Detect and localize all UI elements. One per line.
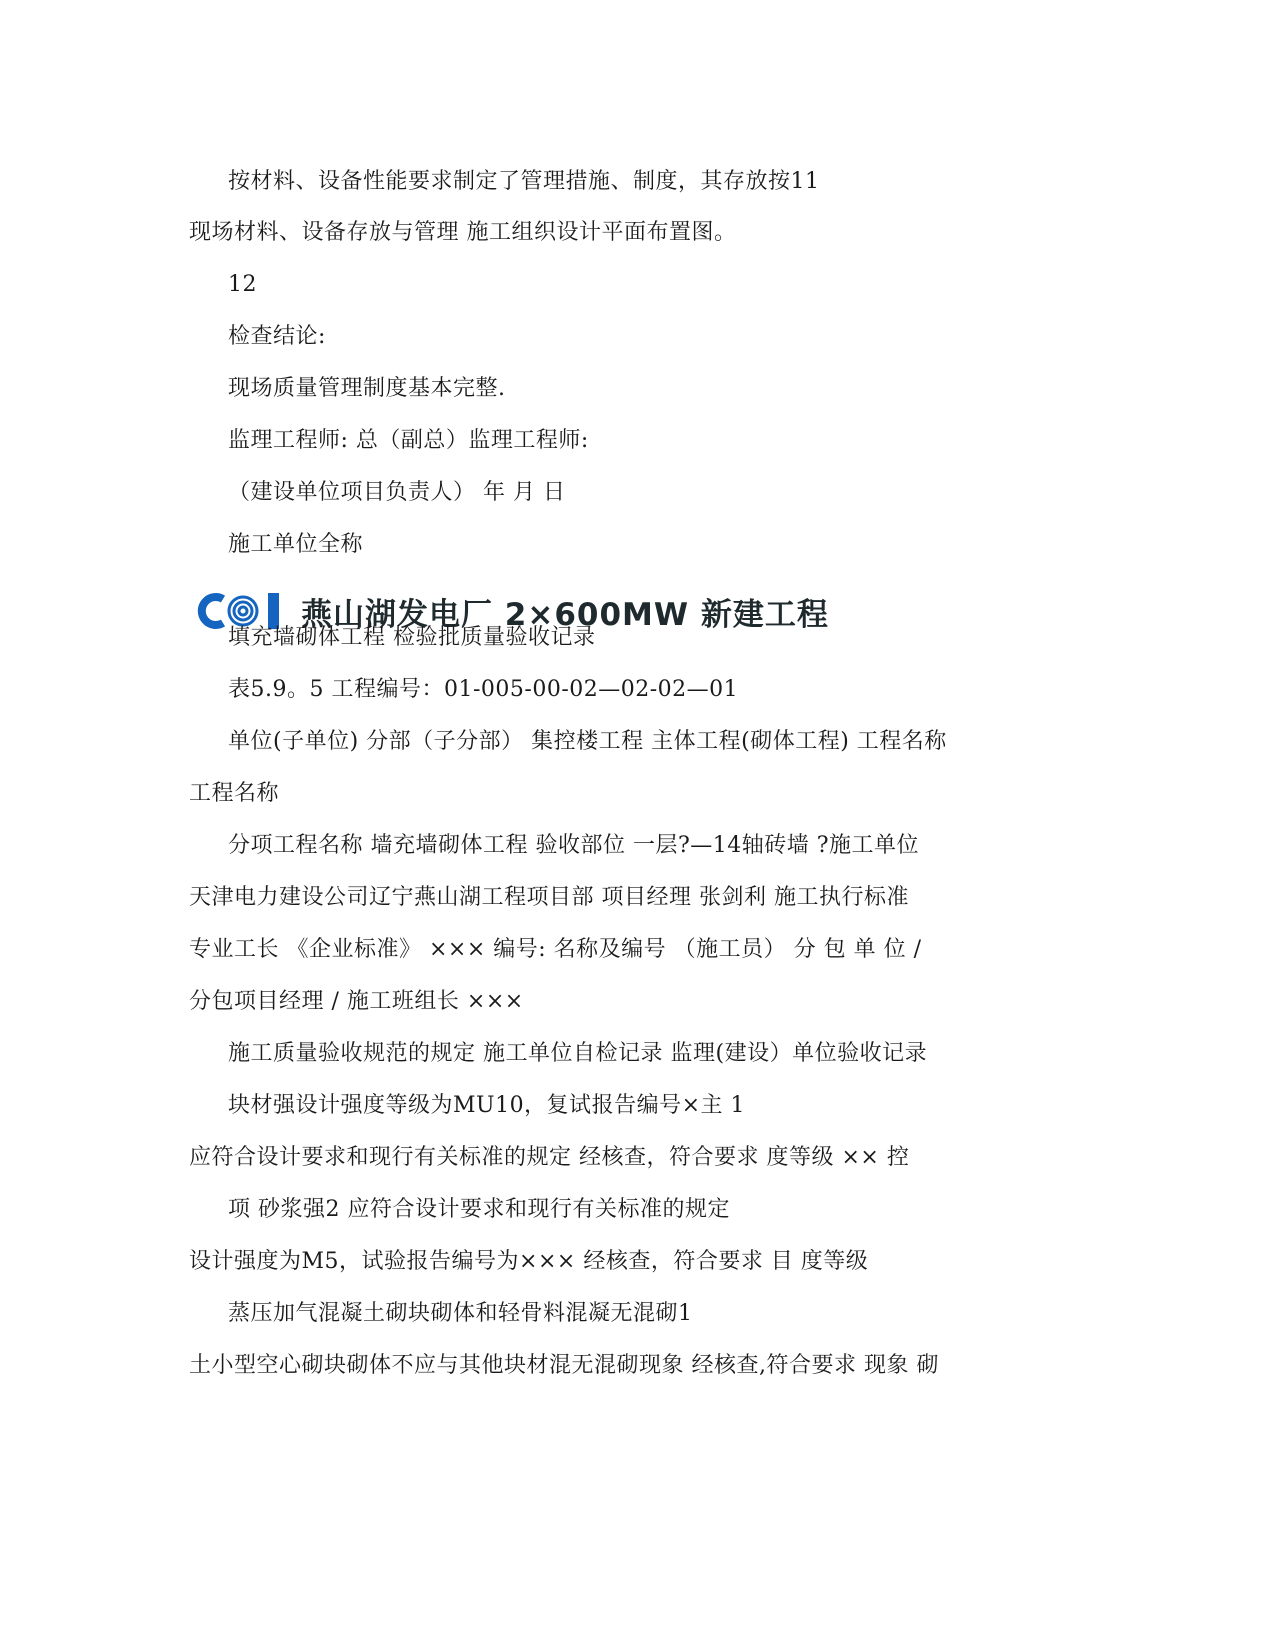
text-line: 土小型空心砌块砌体不应与其他块材混无混砌现象 经核查,符合要求 现象 砌	[189, 1353, 939, 1378]
text-line: 现场质量管理制度基本完整.	[228, 376, 506, 401]
text-line: 监理工程师: 总（副总）监理工程师:	[228, 428, 589, 453]
text-line: 表5.9。5 工程编号：01-005-00-02—02-02—01	[228, 677, 739, 702]
text-line: 分项工程名称 墙充墙砌体工程 验收部位 一层?—14轴砖墙 ?施工单位	[228, 833, 920, 858]
text-line: 分包项目经理 / 施工班组长 ×××	[189, 989, 524, 1014]
banner-title: 燕山湖发电厂 2×600MW 新建工程	[301, 596, 829, 633]
text-line: 工程名称	[189, 781, 280, 806]
text-line: 检查结论:	[228, 324, 326, 349]
text-line: 蒸压加气混凝土砌块砌体和轻骨料混凝无混砌1	[228, 1301, 693, 1326]
text-line: 施工质量验收规范的规定 施工单位自检记录 监理(建设）单位验收记录	[228, 1041, 928, 1066]
text-line: 应符合设计要求和现行有关标准的规定 经核查，符合要求 度等级 ×× 控	[189, 1145, 910, 1170]
text-line: （建设单位项目负责人） 年 月 日	[228, 480, 566, 505]
text-line: 天津电力建设公司辽宁燕山湖工程项目部 项目经理 张剑利 施工执行标准	[189, 885, 909, 910]
text-line: 填充墙砌体工程 检验批质量验收记录	[228, 625, 596, 650]
text-line: 12	[228, 272, 257, 297]
text-line: 现场材料、设备存放与管理 施工组织设计平面布置图。	[189, 220, 737, 245]
text-line: 按材料、设备性能要求制定了管理措施、制度，其存放按11	[228, 169, 820, 194]
text-line: 施工单位全称	[228, 532, 364, 557]
text-line: 专业工长 《企业标准》 ××× 编号: 名称及编号 （施工员） 分 包 单 位 /	[189, 937, 922, 962]
text-line: 项 砂浆强2 应符合设计要求和现行有关标准的规定	[228, 1197, 730, 1222]
text-line: 块材强设计强度等级为MU10，复试报告编号×主 1	[228, 1093, 745, 1118]
text-line: 设计强度为M5，试验报告编号为××× 经核查，符合要求 目 度等级	[189, 1249, 869, 1274]
text-line: 单位(子单位) 分部（子分部） 集控楼工程 主体工程(砌体工程) 工程名称	[228, 729, 947, 754]
